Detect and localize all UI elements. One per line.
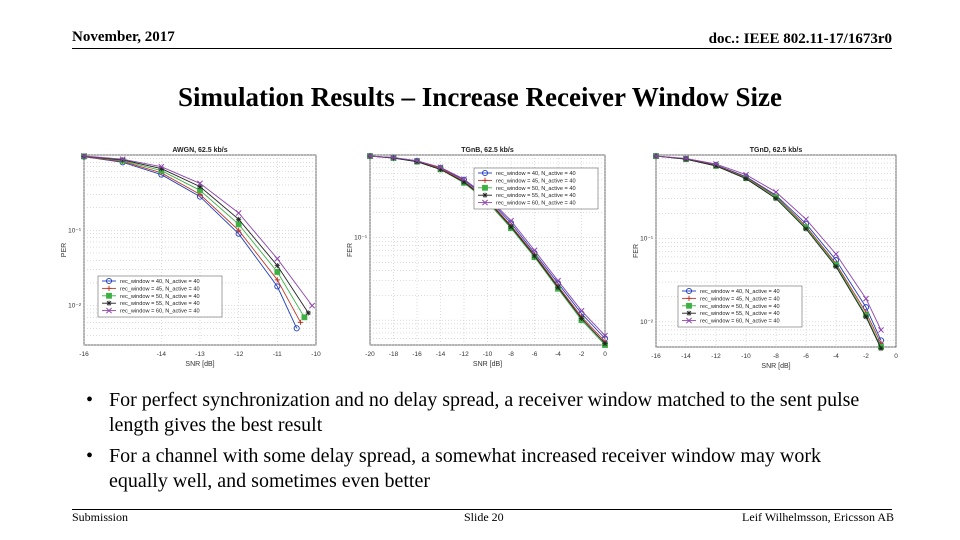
data-point [508, 224, 513, 229]
x-tick-label: -2 [578, 351, 585, 358]
legend-label: rec_window = 50, N_active = 40 [120, 293, 200, 300]
data-point [306, 310, 311, 315]
x-tick-label: -16 [79, 351, 89, 358]
legend-marker [686, 303, 691, 308]
x-tick-label: 0 [894, 353, 898, 360]
x-tick-label: -4 [833, 353, 839, 360]
data-point [275, 263, 280, 268]
legend-marker [482, 193, 487, 198]
legend-label: rec_window = 45, N_active = 40 [700, 296, 780, 303]
x-tick-label: 0 [603, 351, 607, 358]
legend-label: rec_window = 60, N_active = 40 [700, 318, 780, 325]
data-point [532, 253, 537, 258]
header-divider [72, 48, 892, 49]
data-point [803, 226, 808, 231]
legend-label: rec_window = 40, N_active = 40 [496, 171, 576, 177]
legend-label: rec_window = 55, N_active = 40 [700, 311, 780, 318]
y-tick-label: 10⁻¹ [354, 234, 367, 242]
legend-marker [106, 293, 111, 298]
legend [474, 168, 598, 209]
y-axis-label: FER [633, 244, 640, 258]
legend-label: rec_window = 40, N_active = 40 [120, 279, 200, 285]
x-tick-label: -4 [555, 351, 561, 358]
chart-tgnb [340, 140, 615, 370]
legend-label: rec_window = 60, N_active = 40 [496, 200, 576, 207]
x-tick-label: -10 [741, 353, 751, 360]
chart-title: TGnB, 62.5 kb/s [461, 147, 514, 154]
data-point [878, 346, 883, 351]
data-point [863, 314, 868, 319]
x-tick-label: -10 [482, 351, 493, 358]
legend-label: rec_window = 55, N_active = 40 [120, 301, 200, 308]
chart-tgnd [626, 140, 906, 372]
data-point [236, 222, 241, 227]
x-tick-label: -12 [233, 351, 244, 358]
legend-marker [686, 311, 691, 316]
x-tick-label: -8 [773, 353, 779, 360]
y-tick-label: 10⁻² [68, 302, 81, 310]
footer-author: Leif Wilhelmsson, Ericsson AB [742, 510, 894, 524]
x-tick-label: -12 [711, 353, 721, 360]
y-tick-label: 10⁻² [640, 318, 653, 326]
x-tick-label: -18 [388, 351, 399, 358]
data-point [579, 316, 584, 321]
x-tick-label: -16 [651, 353, 661, 360]
chart-title: AWGN, 62.5 kb/s [172, 147, 228, 154]
legend-label: rec_window = 45, N_active = 40 [496, 178, 576, 185]
data-point [602, 341, 607, 346]
chart-title: TGnD, 62.5 kb/s [749, 147, 803, 154]
data-point [555, 285, 560, 290]
y-tick-label: 10⁻¹ [640, 235, 653, 243]
data-point [833, 264, 838, 269]
data-point [275, 269, 280, 274]
x-tick-label: -14 [156, 351, 167, 358]
legend-label: rec_window = 50, N_active = 40 [700, 303, 780, 310]
x-axis-label: SNR [dB] [472, 361, 503, 368]
x-tick-label: -6 [803, 353, 809, 360]
x-tick-label: -12 [459, 351, 469, 358]
header-date: November, 2017 [72, 29, 175, 45]
legend-label: rec_window = 45, N_active = 40 [120, 286, 200, 293]
x-tick-label: -14 [435, 351, 446, 358]
x-tick-label: -8 [508, 351, 514, 358]
data-point [683, 157, 688, 162]
legend-marker [482, 185, 487, 190]
data-point [773, 196, 778, 201]
bullet-list [86, 388, 866, 500]
x-axis-label: SNR [dB] [761, 363, 791, 370]
data-point [302, 315, 307, 320]
bullet-item: • For a channel with some delay spread, a somewhat increased receiver window may work equally well, and sometimes even better [86, 444, 866, 494]
x-tick-label: -2 [863, 353, 869, 360]
legend [98, 276, 222, 317]
x-tick-label: -16 [412, 351, 422, 358]
x-tick-label: -14 [681, 353, 691, 360]
x-tick-label: -13 [195, 351, 205, 358]
legend-label: rec_window = 40, N_active = 40 [700, 289, 780, 295]
footer-slide-number: Slide 20 [464, 510, 504, 524]
x-axis-label: SNR [dB] [185, 361, 215, 368]
x-tick-label: -6 [531, 351, 538, 358]
legend-marker [106, 301, 111, 306]
x-tick-label: -20 [365, 351, 375, 358]
y-axis-label: PER [61, 242, 68, 258]
y-axis-label: FER [347, 243, 354, 257]
legend [678, 286, 802, 327]
slide-title: Simulation Results – Increase Receiver Window Size [178, 82, 782, 112]
data-point [236, 217, 241, 222]
bullet-item: • For perfect synchronization and no delay spread, a receiver window matched to the sent pulse length gives the best result [86, 388, 866, 438]
x-tick-label: -10 [311, 351, 321, 358]
legend-label: rec_window = 55, N_active = 40 [496, 193, 576, 200]
y-tick-label: 10⁻¹ [68, 227, 81, 235]
legend-label: rec_window = 50, N_active = 40 [496, 185, 576, 192]
x-tick-label: -11 [272, 351, 282, 358]
footer-submission: Submission [72, 510, 129, 524]
legend-label: rec_window = 60, N_active = 40 [120, 308, 200, 315]
header-doc-number: doc.: IEEE 802.11-17/1673r0 [708, 31, 892, 47]
chart-awgn [54, 140, 324, 370]
